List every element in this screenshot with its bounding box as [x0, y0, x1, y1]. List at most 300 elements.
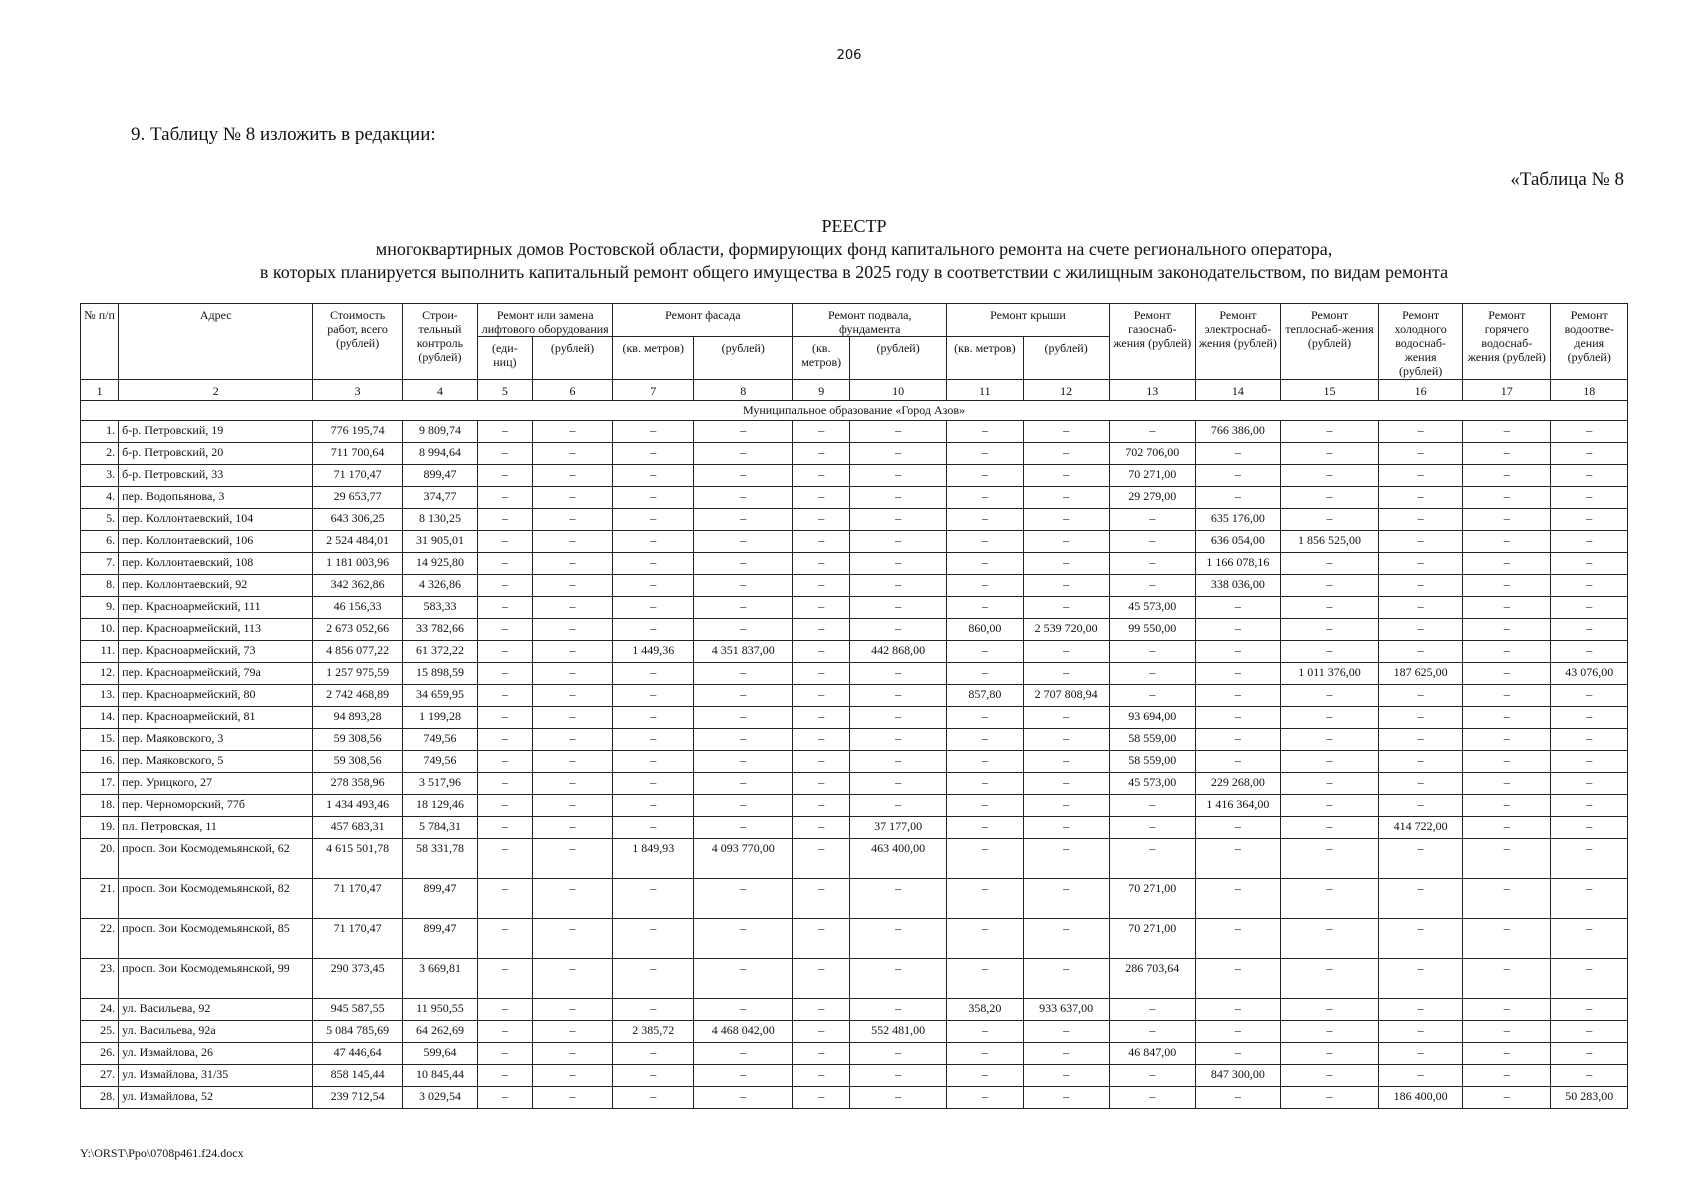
value-cell: – [947, 663, 1023, 685]
value-cell: – [1280, 641, 1378, 663]
header-drainage: Ремонт водоотве-дения (рублей) [1551, 304, 1628, 380]
value-cell: 1 199,28 [402, 707, 477, 729]
value-cell: – [1379, 575, 1463, 597]
value-cell: – [694, 1065, 793, 1087]
value-cell: – [613, 553, 694, 575]
table-row [81, 641, 1628, 663]
value-cell: – [947, 919, 1023, 959]
value-cell: – [793, 685, 850, 707]
value-cell: 18 129,46 [402, 795, 477, 817]
value-cell: – [1551, 1021, 1628, 1043]
value-cell: – [1379, 465, 1463, 487]
value-cell: – [694, 509, 793, 531]
value-cell: – [850, 1043, 947, 1065]
value-cell: 552 481,00 [850, 1021, 947, 1043]
value-cell: – [1463, 1087, 1551, 1109]
column-index: 8 [694, 380, 793, 401]
value-cell: – [613, 879, 694, 919]
value-cell: 2 385,72 [613, 1021, 694, 1043]
value-cell: – [947, 487, 1023, 509]
value-cell: – [1551, 773, 1628, 795]
header-control: Строи-тельный контроль (рублей) [402, 304, 477, 380]
value-cell: – [478, 751, 533, 773]
value-cell: – [947, 509, 1023, 531]
row-number-cell: 21. [81, 879, 119, 919]
value-cell: 58 331,78 [402, 839, 477, 879]
value-cell: – [1379, 685, 1463, 707]
value-cell: – [694, 531, 793, 553]
value-cell: – [1379, 795, 1463, 817]
value-cell: – [613, 619, 694, 641]
row-number-cell: 18. [81, 795, 119, 817]
value-cell: 342 362,86 [313, 575, 402, 597]
value-cell: – [947, 1043, 1023, 1065]
value-cell: – [613, 531, 694, 553]
value-cell: – [947, 641, 1023, 663]
value-cell: – [793, 999, 850, 1021]
address-cell: пер. Коллонтаевский, 104 [119, 509, 313, 531]
value-cell: – [478, 575, 533, 597]
value-cell: – [532, 879, 613, 919]
value-cell: 239 712,54 [313, 1087, 402, 1109]
column-index: 13 [1109, 380, 1195, 401]
table-row [81, 817, 1628, 839]
row-number-cell: 11. [81, 641, 119, 663]
value-cell: – [532, 1043, 613, 1065]
value-cell: – [850, 1087, 947, 1109]
value-cell: – [1463, 1021, 1551, 1043]
value-cell: – [478, 959, 533, 999]
value-cell: – [532, 663, 613, 685]
header-elevator-rub: (рублей) [532, 337, 613, 380]
value-cell: – [478, 773, 533, 795]
value-cell: 442 868,00 [850, 641, 947, 663]
address-cell: просп. Зои Космодемьянской, 62 [119, 839, 313, 879]
value-cell: 278 358,96 [313, 773, 402, 795]
value-cell: 290 373,45 [313, 959, 402, 999]
row-number-cell: 23. [81, 959, 119, 999]
value-cell: – [850, 919, 947, 959]
address-cell: пер. Красноармейский, 79а [119, 663, 313, 685]
value-cell: – [532, 707, 613, 729]
header-facade: Ремонт фасада [613, 304, 793, 337]
value-cell: – [1280, 509, 1378, 531]
table-row [81, 1065, 1628, 1087]
address-cell: пер. Водопьянова, 3 [119, 487, 313, 509]
value-cell: – [478, 531, 533, 553]
column-index: 7 [613, 380, 694, 401]
value-cell: – [613, 1087, 694, 1109]
value-cell: – [613, 685, 694, 707]
table-row [81, 663, 1628, 685]
value-cell: – [532, 597, 613, 619]
value-cell: 899,47 [402, 465, 477, 487]
value-cell: – [1379, 773, 1463, 795]
value-cell: – [532, 1065, 613, 1087]
registry-subtitle-line2: в которых планируется выполнить капитальный ремонт общего имущества в 2025 году в соответствии с жилищным законодательством, по видам ремонта [259, 262, 1449, 282]
value-cell: – [1551, 959, 1628, 999]
value-cell: 29 653,77 [313, 487, 402, 509]
value-cell: – [1551, 421, 1628, 443]
value-cell: – [613, 597, 694, 619]
value-cell: – [694, 421, 793, 443]
value-cell: – [1109, 1021, 1195, 1043]
row-number-cell: 26. [81, 1043, 119, 1065]
value-cell: – [793, 773, 850, 795]
value-cell: – [532, 465, 613, 487]
value-cell: – [694, 729, 793, 751]
value-cell: – [1379, 1043, 1463, 1065]
value-cell: – [793, 641, 850, 663]
value-cell: – [1023, 465, 1109, 487]
value-cell: – [1109, 509, 1195, 531]
value-cell: – [1463, 663, 1551, 685]
value-cell: – [1109, 839, 1195, 879]
value-cell: – [1280, 619, 1378, 641]
value-cell: – [478, 619, 533, 641]
value-cell: – [694, 443, 793, 465]
value-cell: – [1195, 879, 1280, 919]
value-cell: – [1023, 509, 1109, 531]
value-cell: – [1109, 531, 1195, 553]
header-electric: Ремонт электроснаб-жения (рублей) [1195, 304, 1280, 380]
value-cell: – [850, 751, 947, 773]
value-cell: 4 615 501,78 [313, 839, 402, 879]
value-cell: – [793, 1065, 850, 1087]
value-cell: – [1551, 839, 1628, 879]
value-cell: – [694, 663, 793, 685]
value-cell: – [1551, 795, 1628, 817]
table-row [81, 1021, 1628, 1043]
value-cell: – [850, 999, 947, 1021]
value-cell: – [1551, 465, 1628, 487]
value-cell: 4 326,86 [402, 575, 477, 597]
value-cell: – [1463, 553, 1551, 575]
value-cell: – [1379, 597, 1463, 619]
table-row [81, 685, 1628, 707]
address-cell: ул. Васильева, 92а [119, 1021, 313, 1043]
value-cell: – [1280, 707, 1378, 729]
value-cell: – [850, 663, 947, 685]
row-number-cell: 4. [81, 487, 119, 509]
column-index: 14 [1195, 380, 1280, 401]
value-cell: – [793, 1021, 850, 1043]
value-cell: – [850, 729, 947, 751]
value-cell: – [1023, 1087, 1109, 1109]
value-cell: 4 856 077,22 [313, 641, 402, 663]
value-cell: 46 847,00 [1109, 1043, 1195, 1065]
value-cell: 186 400,00 [1379, 1087, 1463, 1109]
value-cell: 71 170,47 [313, 879, 402, 919]
value-cell: – [613, 509, 694, 531]
value-cell: – [850, 959, 947, 999]
value-cell: – [1280, 959, 1378, 999]
value-cell: 34 659,95 [402, 685, 477, 707]
value-cell: 47 446,64 [313, 1043, 402, 1065]
header-hot-water: Ремонт горячего водоснаб-жения (рублей) [1463, 304, 1551, 380]
table-row [81, 1043, 1628, 1065]
address-cell: ул. Измайлова, 31/35 [119, 1065, 313, 1087]
value-cell: – [1195, 1021, 1280, 1043]
address-cell: пер. Красноармейский, 113 [119, 619, 313, 641]
value-cell: – [850, 773, 947, 795]
value-cell: 187 625,00 [1379, 663, 1463, 685]
value-cell: – [613, 795, 694, 817]
value-cell: – [694, 553, 793, 575]
value-cell: – [532, 751, 613, 773]
value-cell: – [1023, 773, 1109, 795]
value-cell: – [850, 707, 947, 729]
value-cell: – [1463, 619, 1551, 641]
value-cell: – [1023, 443, 1109, 465]
column-index: 15 [1280, 380, 1378, 401]
column-index: 11 [947, 380, 1023, 401]
table-row [81, 999, 1628, 1021]
value-cell: – [1379, 919, 1463, 959]
table-row [81, 443, 1628, 465]
value-cell: – [1195, 729, 1280, 751]
value-cell: – [1551, 443, 1628, 465]
value-cell: 643 306,25 [313, 509, 402, 531]
row-number-cell: 9. [81, 597, 119, 619]
value-cell: 45 573,00 [1109, 773, 1195, 795]
row-number-cell: 8. [81, 575, 119, 597]
value-cell: – [947, 421, 1023, 443]
value-cell: – [793, 839, 850, 879]
row-number-cell: 1. [81, 421, 119, 443]
value-cell: – [1195, 999, 1280, 1021]
value-cell: – [1195, 1043, 1280, 1065]
value-cell: – [1195, 465, 1280, 487]
value-cell: – [1463, 465, 1551, 487]
value-cell: – [1379, 1065, 1463, 1087]
value-cell: 1 181 003,96 [313, 553, 402, 575]
value-cell: 29 279,00 [1109, 487, 1195, 509]
value-cell: – [1463, 509, 1551, 531]
value-cell: – [613, 773, 694, 795]
value-cell: – [478, 999, 533, 1021]
address-cell: ул. Васильева, 92 [119, 999, 313, 1021]
value-cell: – [478, 1021, 533, 1043]
header-gas: Ремонт газоснаб-жения (рублей) [1109, 304, 1195, 380]
table-row [81, 487, 1628, 509]
value-cell: – [1551, 1043, 1628, 1065]
row-number-cell: 13. [81, 685, 119, 707]
value-cell: – [1280, 1087, 1378, 1109]
value-cell: – [1551, 1065, 1628, 1087]
value-cell: – [1551, 919, 1628, 959]
value-cell: – [694, 487, 793, 509]
value-cell: – [1463, 421, 1551, 443]
table-row [81, 531, 1628, 553]
value-cell: – [947, 729, 1023, 751]
value-cell: – [850, 421, 947, 443]
address-cell: пер. Коллонтаевский, 108 [119, 553, 313, 575]
value-cell: – [532, 619, 613, 641]
value-cell: – [694, 959, 793, 999]
table-row [81, 597, 1628, 619]
row-number-cell: 20. [81, 839, 119, 879]
value-cell: – [793, 553, 850, 575]
value-cell: – [1023, 575, 1109, 597]
value-cell: 94 893,28 [313, 707, 402, 729]
value-cell: – [1551, 879, 1628, 919]
value-cell: 414 722,00 [1379, 817, 1463, 839]
value-cell: – [1463, 597, 1551, 619]
value-cell: – [947, 1087, 1023, 1109]
table-row [81, 465, 1628, 487]
value-cell: – [1551, 729, 1628, 751]
column-index: 6 [532, 380, 613, 401]
value-cell: – [1463, 575, 1551, 597]
value-cell: 358,20 [947, 999, 1023, 1021]
column-index: 18 [1551, 380, 1628, 401]
value-cell: – [1551, 641, 1628, 663]
header-facade-sqm: (кв. метров) [613, 337, 694, 380]
value-cell: – [1195, 487, 1280, 509]
value-cell: – [1280, 597, 1378, 619]
column-index: 16 [1379, 380, 1463, 401]
address-cell: б-р. Петровский, 33 [119, 465, 313, 487]
value-cell: – [613, 919, 694, 959]
value-cell: – [793, 919, 850, 959]
value-cell: – [1109, 817, 1195, 839]
value-cell: 599,64 [402, 1043, 477, 1065]
value-cell: – [478, 879, 533, 919]
header-basement-sqm: (кв. метров) [793, 337, 850, 380]
value-cell: – [1023, 421, 1109, 443]
table-row [81, 1087, 1628, 1109]
value-cell: – [1195, 839, 1280, 879]
column-index: 4 [402, 380, 477, 401]
table-row [81, 751, 1628, 773]
value-cell: 70 271,00 [1109, 465, 1195, 487]
row-number-cell: 15. [81, 729, 119, 751]
value-cell: – [850, 443, 947, 465]
address-cell: б-р. Петровский, 19 [119, 421, 313, 443]
value-cell: 4 351 837,00 [694, 641, 793, 663]
value-cell: – [793, 443, 850, 465]
header-elevator: Ремонт или замена лифтового оборудования [478, 304, 613, 337]
value-cell: – [1023, 795, 1109, 817]
value-cell: – [1023, 531, 1109, 553]
header-basement-rub: (рублей) [850, 337, 947, 380]
value-cell: – [1379, 729, 1463, 751]
file-path-footer: Y:\ORST\Ppo\0708p461.f24.docx [80, 1146, 244, 1160]
value-cell: – [793, 597, 850, 619]
value-cell: 2 524 484,01 [313, 531, 402, 553]
value-cell: – [1109, 999, 1195, 1021]
value-cell: – [1463, 773, 1551, 795]
value-cell: – [1551, 487, 1628, 509]
value-cell: – [1551, 751, 1628, 773]
value-cell: – [1379, 641, 1463, 663]
value-cell: – [1280, 751, 1378, 773]
table-row [81, 729, 1628, 751]
value-cell: – [613, 999, 694, 1021]
table-row [81, 575, 1628, 597]
value-cell: – [1109, 575, 1195, 597]
value-cell: 945 587,55 [313, 999, 402, 1021]
value-cell: 766 386,00 [1195, 421, 1280, 443]
value-cell: 3 517,96 [402, 773, 477, 795]
value-cell: – [1280, 795, 1378, 817]
value-cell: – [947, 553, 1023, 575]
value-cell: – [850, 509, 947, 531]
value-cell: 899,47 [402, 879, 477, 919]
value-cell: – [947, 879, 1023, 919]
value-cell: 58 559,00 [1109, 751, 1195, 773]
value-cell: 59 308,56 [313, 751, 402, 773]
column-index: 1 [81, 380, 119, 401]
value-cell: – [850, 575, 947, 597]
value-cell: – [613, 575, 694, 597]
value-cell: – [532, 487, 613, 509]
value-cell: – [947, 1021, 1023, 1043]
value-cell: – [1195, 443, 1280, 465]
value-cell: – [947, 751, 1023, 773]
value-cell: – [1463, 795, 1551, 817]
address-cell: просп. Зои Космодемьянской, 99 [119, 959, 313, 999]
value-cell: – [1379, 553, 1463, 575]
value-cell: – [694, 707, 793, 729]
value-cell: – [1379, 509, 1463, 531]
value-cell: 749,56 [402, 751, 477, 773]
value-cell: – [1023, 487, 1109, 509]
value-cell: – [947, 773, 1023, 795]
value-cell: – [1195, 641, 1280, 663]
registry-subtitle-line1: многоквартирных домов Ростовской области, формирующих фонд капитального ремонта на счете регионального оператора, [375, 239, 1333, 259]
value-cell: – [1463, 1065, 1551, 1087]
value-cell: – [478, 839, 533, 879]
value-cell: – [613, 1043, 694, 1065]
value-cell: – [1551, 685, 1628, 707]
header-roof-sqm: (кв. метров) [947, 337, 1023, 380]
address-cell: пер. Коллонтаевский, 92 [119, 575, 313, 597]
value-cell: – [478, 729, 533, 751]
value-cell: – [1551, 553, 1628, 575]
row-number-cell: 10. [81, 619, 119, 641]
value-cell: 2 539 720,00 [1023, 619, 1109, 641]
registry-table [80, 303, 1628, 1109]
value-cell: – [1023, 817, 1109, 839]
value-cell: 8 994,64 [402, 443, 477, 465]
value-cell: – [1280, 1043, 1378, 1065]
value-cell: – [947, 1065, 1023, 1087]
column-index: 10 [850, 380, 947, 401]
value-cell: – [1463, 707, 1551, 729]
value-cell: 5 784,31 [402, 817, 477, 839]
value-cell: – [478, 597, 533, 619]
value-cell: – [694, 919, 793, 959]
address-cell: пер. Черноморский, 77б [119, 795, 313, 817]
value-cell: 70 271,00 [1109, 879, 1195, 919]
value-cell: – [532, 575, 613, 597]
value-cell: – [613, 421, 694, 443]
value-cell: 61 372,22 [402, 641, 477, 663]
value-cell: – [1463, 817, 1551, 839]
value-cell: 45 573,00 [1109, 597, 1195, 619]
value-cell: 3 029,54 [402, 1087, 477, 1109]
value-cell: – [1379, 751, 1463, 773]
table-row [81, 773, 1628, 795]
value-cell: – [532, 553, 613, 575]
table-row [81, 919, 1628, 959]
value-cell: 50 283,00 [1551, 1087, 1628, 1109]
row-number-cell: 7. [81, 553, 119, 575]
value-cell: – [1379, 421, 1463, 443]
value-cell: – [947, 817, 1023, 839]
